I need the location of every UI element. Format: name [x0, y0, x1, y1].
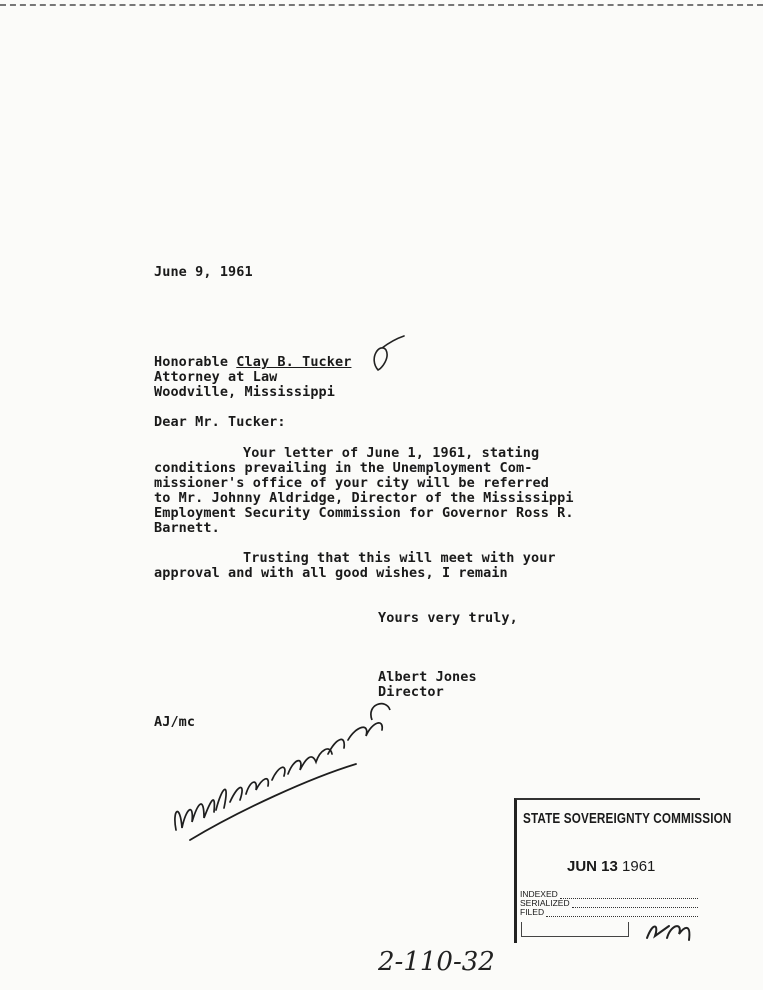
handwritten-annotation	[160, 690, 400, 850]
address-line-3: Woodville, Mississippi	[154, 384, 336, 400]
paragraph-line: approval and with all good wishes, I remain	[154, 565, 508, 581]
address-line-2: Attorney at Law	[154, 369, 278, 385]
letter-date: June 9, 1961	[154, 264, 253, 280]
stamp-label: FILED	[520, 907, 545, 917]
stamp-box	[521, 922, 629, 937]
stamp-label: SERIALIZED	[520, 898, 570, 908]
stamp-handwritten-initials	[643, 918, 695, 944]
salutation: Dear Mr. Tucker:	[154, 414, 286, 430]
signer-title: Director	[378, 684, 444, 700]
address-line-1	[154, 355, 351, 370]
stamp-date	[567, 858, 655, 875]
paragraph-line: Your letter of June 1, 1961, stating	[243, 445, 540, 461]
stamp-label: INDEXED	[520, 889, 558, 899]
stamp-title: STATE SOVEREIGNTY COMMISSION	[523, 810, 732, 827]
paragraph-line: Barnett.	[154, 520, 220, 536]
page-top-border	[0, 4, 763, 6]
stamp-year: 1961	[622, 858, 656, 875]
addressee-name: Clay B. Tucker	[236, 354, 352, 370]
handwritten-file-number	[378, 940, 538, 980]
handwritten-mark	[360, 330, 410, 375]
stamp-frame	[514, 798, 732, 943]
stamp-fields	[520, 890, 698, 917]
typist-initials: AJ/mc	[154, 714, 196, 730]
paragraph-line: conditions prevailing in the Unemployment Com-	[154, 460, 533, 476]
paragraph-line: missioner's office of your city will be referred	[154, 475, 549, 491]
paragraph-line: Employment Security Commission for Governor Ross R.	[154, 505, 574, 521]
paragraph-line: to Mr. Johnny Aldridge, Director of the Mississippi	[154, 490, 574, 506]
signer-name: Albert Jones	[378, 669, 477, 685]
stamp-field-row	[520, 908, 698, 917]
stamp-month-day: JUN 13	[567, 858, 618, 875]
paragraph-line: Trusting that this will meet with your	[243, 550, 556, 566]
complimentary-close: Yours very truly,	[378, 610, 518, 626]
stamp-field-row	[520, 899, 698, 908]
file-number-text: 2-110-32	[378, 947, 495, 977]
honorific: Honorable	[154, 354, 237, 370]
